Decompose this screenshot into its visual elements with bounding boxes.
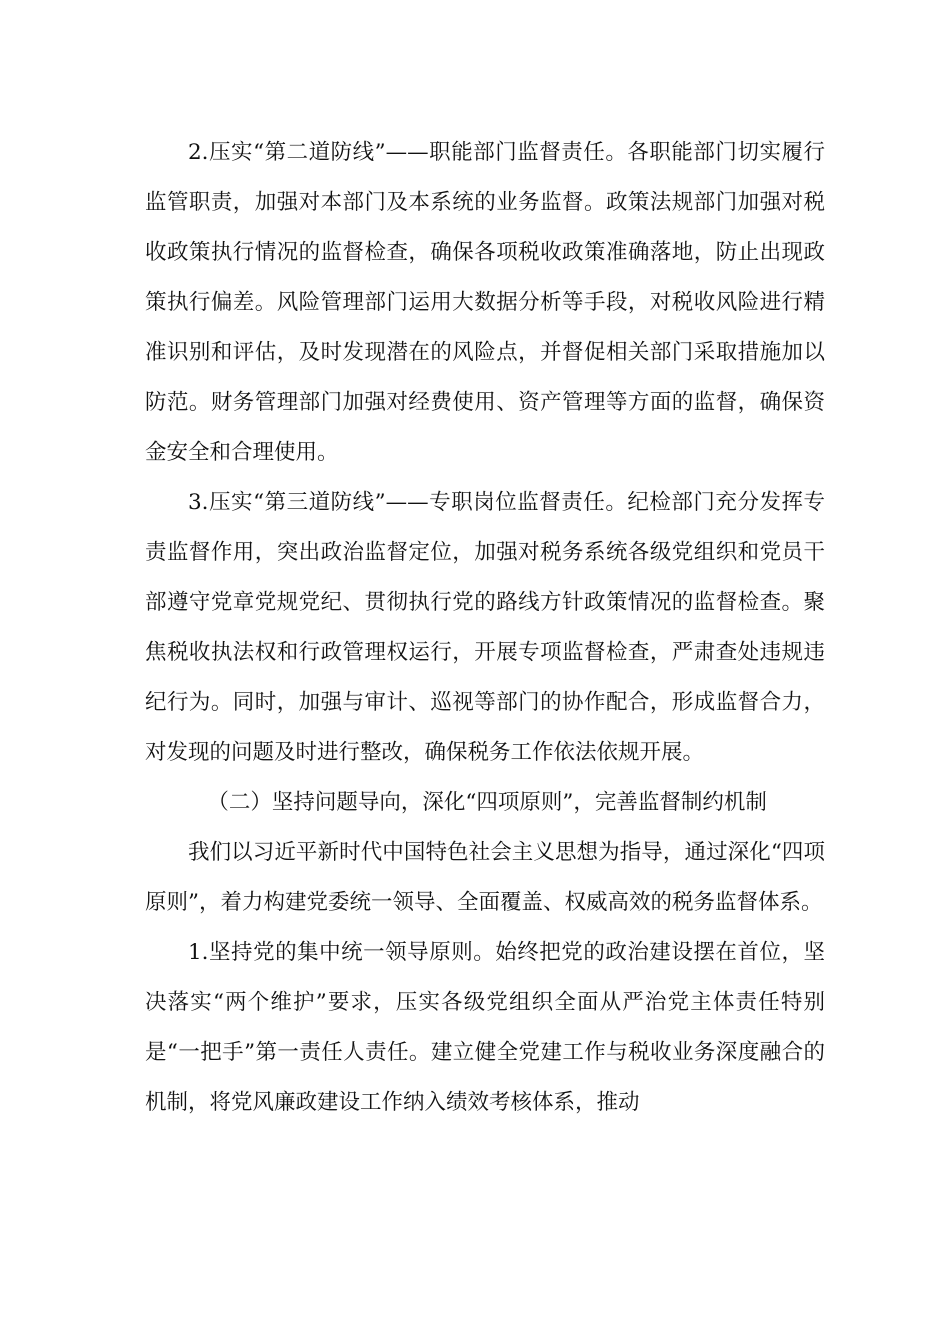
document-body <box>145 128 825 1128</box>
paragraph-second-defense-line: 2.压实“第二道防线”——职能部门监督责任。各职能部门切实履行监管职责，加强对本部门及本系统的业务监督。政策法规部门加强对税收政策执行情况的监督检查，确保各项税收政策准确落地，防止出现政策执行偏差。风险管理部门运用大数据分析等手段，对税收风险进行精准识别和评估，及时发现潜在的风险点，并督促相关部门采取措施加以防范。财务管理部门加强对经费使用、资产管理等方面的监督，确保资金安全和合理使用。 <box>145 140 825 465</box>
paragraph-four-principles-intro: 我们以习近平新时代中国特色社会主义思想为指导，通过深化“四项原则”，着力构建党委统一领导、全面覆盖、权威高效的税务监督体系。 <box>145 840 825 915</box>
section-heading-four-principles: （二）坚持问题导向，深化“四项原则”，完善监督制约机制 <box>207 790 767 815</box>
paragraph-third-defense-line: 3.压实“第三道防线”——专职岗位监督责任。纪检部门充分发挥专责监督作用，突出政治监督定位，加强对税务系统各级党组织和党员干部遵守党章党规党纪、贯彻执行党的路线方针政策情况的监督检查。聚焦税收执法权和行政管理权运行，开展专项监督检查，严肃查处违规违纪行为。同时，加强与审计、巡视等部门的协作配合，形成监督合力，对发现的问题及时进行整改，确保税务工作依法依规开展。 <box>145 490 825 765</box>
paragraph-party-leadership-principle: 1.坚持党的集中统一领导原则。始终把党的政治建设摆在首位，坚决落实“两个维护”要求，压实各级党组织全面从严治党主体责任特别是“一把手”第一责任人责任。建立健全党建工作与税收业务深度融合的机制，将党风廉政建设工作纳入绩效考核体系，推动 <box>145 940 825 1115</box>
